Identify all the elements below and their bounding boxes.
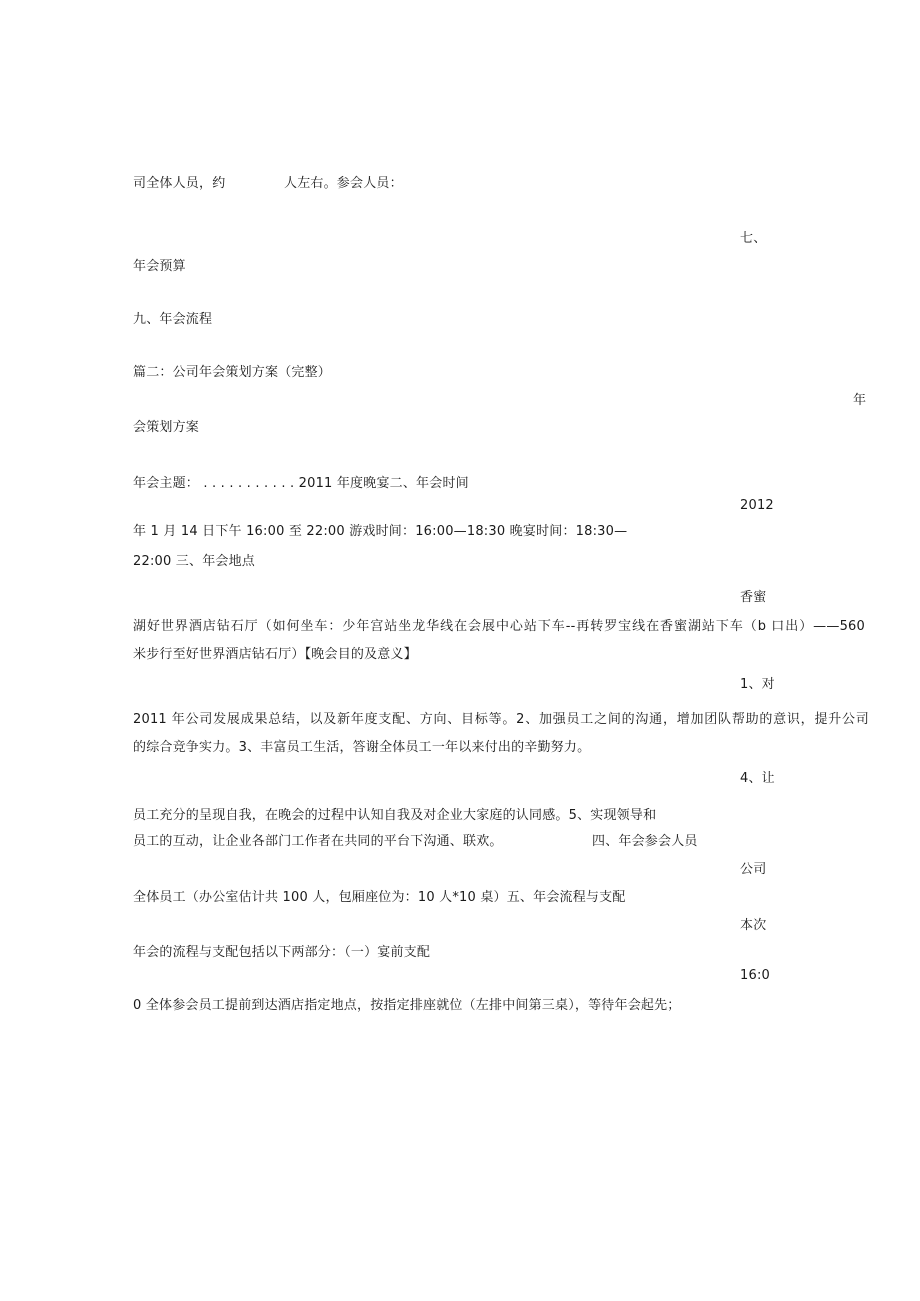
text-line: 员工充分的呈现自我，在晚会的过程中认知自我及对企业大家庭的认同感。5、实现领导和	[133, 808, 657, 823]
text-line: 2012	[740, 498, 774, 513]
text-line: 年 1 月 14 日下午 16:00 至 22:00 游戏时间：16:00—18:30 晚宴时间：18:30—	[133, 524, 628, 539]
text-line: 年会预算	[133, 259, 186, 274]
text-line: 2011 年公司发展成果总结，以及新年度支配、方向、目标等。2、加强员工之间的沟通，增加团队帮助的意识，提升公司	[133, 712, 869, 727]
text-line: 本次	[740, 918, 767, 933]
text-line: 米步行至好世界酒店钻石厅）【晚会目的及意义】	[133, 647, 417, 662]
section-heading: 篇二：公司年会策划方案（完整）	[133, 365, 332, 380]
text-line: 22:00 三、年会地点	[133, 554, 255, 569]
text-line: 香蜜	[740, 590, 767, 605]
text-line: 人左右。参会人员：	[284, 176, 403, 191]
text-line: 年	[853, 393, 867, 408]
section-heading: 四、年会参会人员	[592, 834, 698, 849]
text-line: 4、让	[740, 771, 775, 786]
text-line: 年会的流程与支配包括以下两部分：（一）宴前支配	[133, 945, 431, 960]
text-line: 0 全体参会员工提前到达酒店指定地点，按指定排座就位（左排中间第三桌），等待年会起先；	[133, 998, 681, 1013]
text-line: 的综合竞争实力。3、丰富员工生活，答谢全体员工一年以来付出的辛勤努力。	[133, 740, 591, 755]
text-line: 年会主题： . . . . . . . . . . . 2011 年度晚宴二、年会时间	[133, 476, 469, 491]
text-line: 全体员工（办公室估计共 100 人，包厢座位为：10 人*10 桌）五、年会流程与支配	[133, 890, 626, 905]
section-heading: 九、年会流程	[133, 312, 213, 327]
text-line: 七、	[740, 231, 767, 246]
text-line: 会策划方案	[133, 420, 200, 435]
text-line: 湖好世界酒店钻石厅（如何坐车：少年宫站坐龙华线在会展中心站下车--再转罗宝线在香蜜湖站下车（b 口出）——560	[133, 619, 865, 634]
text-line: 1、对	[740, 677, 775, 692]
text-line: 员工的互动，让企业各部门工作者在共同的平台下沟通、联欢。	[133, 834, 503, 849]
text-line: 公司	[740, 862, 767, 877]
text-line: 16:0	[740, 968, 770, 983]
text-line: 司全体人员，约	[133, 176, 226, 191]
